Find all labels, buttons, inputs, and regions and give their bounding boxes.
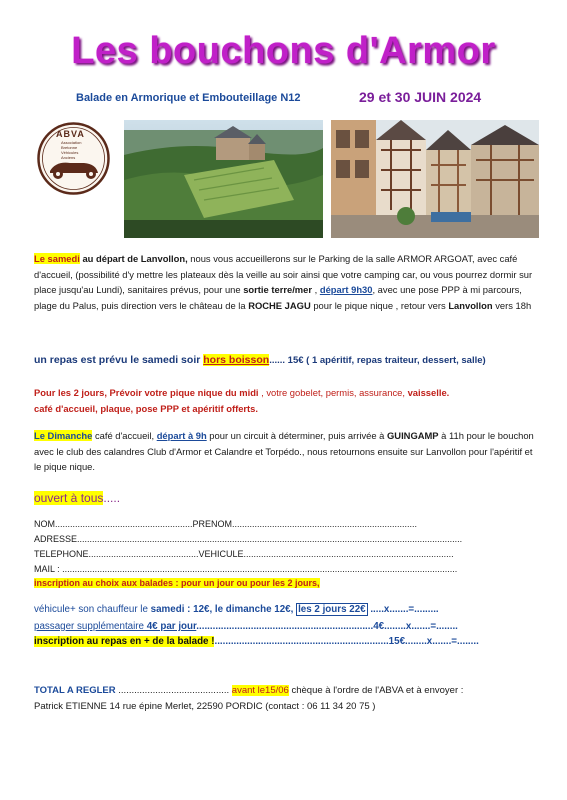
paragraph-text: pour un circuit à déterminer, puis arrivée à bbox=[206, 430, 387, 441]
abva-logo bbox=[36, 121, 111, 196]
offerts-text: café d'accueil, plaque, pose PPP et apéritif offerts. bbox=[34, 402, 259, 414]
repas-inscription-highlight: inscription au repas en + de la balade ! bbox=[34, 636, 215, 647]
depart-9h: départ à 9h bbox=[156, 430, 207, 441]
le-samedi-highlight: Le samedi bbox=[34, 253, 80, 264]
nom-prenom-field[interactable]: NOM.......................................................PRENOM.......................................................................... bbox=[34, 519, 418, 529]
repas-line bbox=[34, 354, 486, 366]
deux-jours-box: les 2 jours 22€ bbox=[298, 604, 366, 615]
vehicule-calc[interactable]: .....x.......=......... bbox=[367, 604, 439, 615]
pique-nique-text: Pour les 2 jours, Prévoir votre pique nique du midi bbox=[34, 387, 259, 398]
paragraph-text: , avec une pose PPP à mi parcours, plage du Palus, puis direction vers le château de la bbox=[34, 284, 522, 311]
roche-jagu: ROCHE JAGU bbox=[248, 299, 311, 311]
total-dots[interactable]: .......................................... bbox=[115, 685, 232, 696]
inscription-highlight: inscription au choix aux balades : pour un jour ou pour les 2 jours, bbox=[34, 578, 320, 588]
vehicule-prices: samedi : 12€, le dimanche 12€, bbox=[150, 604, 297, 615]
logo-line: Véhicules bbox=[61, 150, 79, 155]
prevoir-text: , votre gobelet, permis, assurance, bbox=[258, 387, 408, 398]
contact-line: Patrick ETIENNE 14 rue épine Merlet, 22590 PORDIC (contact : 06 11 34 20 75 ) bbox=[34, 701, 376, 712]
tarif-passager bbox=[34, 621, 458, 632]
total-label: TOTAL A REGLER bbox=[34, 685, 116, 696]
logo-name: ABVA bbox=[56, 129, 85, 139]
vehicule-text: le bbox=[137, 604, 151, 615]
ouvert-a-tous bbox=[34, 491, 120, 505]
hors-boisson-highlight: hors boisson bbox=[203, 354, 270, 366]
paragraph-text: vers 18h bbox=[492, 299, 532, 311]
cheque-text: chèque à l'ordre de l'ABVA et à envoyer : bbox=[288, 685, 464, 696]
ouvert-dots: ..... bbox=[103, 491, 121, 505]
paragraph-text: pour le pique nique , retour vers bbox=[310, 299, 449, 311]
page-title: Les bouchons d'Armor bbox=[71, 30, 496, 72]
paragraph-text: . bbox=[446, 387, 450, 398]
vehicule-label: véhicule+ son chauffeur bbox=[34, 604, 138, 615]
avant-date-highlight: avant le15/06 bbox=[231, 685, 289, 696]
adresse-field[interactable]: ADRESSE.......................................................................................................................................................... bbox=[34, 534, 463, 544]
event-date: 29 et 30 JUIN 2024 bbox=[359, 89, 482, 105]
passager-calc[interactable]: .................................................................4€........x.......=........ bbox=[196, 621, 458, 632]
town-photo bbox=[331, 120, 539, 238]
logo-line: Association bbox=[61, 140, 82, 145]
total-line bbox=[34, 685, 463, 696]
mail-field[interactable]: MAIL : .............................................................................................................................................................. bbox=[34, 564, 458, 574]
vaisselle-text: vaisselle bbox=[407, 387, 447, 398]
logo-line: Anciens bbox=[61, 155, 76, 160]
passager-label: passager supplémentaire bbox=[34, 621, 145, 632]
inscription-choice bbox=[34, 578, 320, 588]
tarif-repas bbox=[34, 636, 479, 647]
repas-details: ...... 15€ ( 1 apéritif, repas traiteur, dessert, salle) bbox=[269, 355, 486, 366]
paragraph-2-jours bbox=[34, 385, 534, 416]
repas-calc[interactable]: ................................................................15€........x.......=........ bbox=[214, 636, 479, 647]
paragraph-text: à 11h pour le bouchon avec le club des calandres Club d'Armor et Calandre et Torpédo., nous retournons ensuite sur Lanvollon pour l'apéritif et le pique nique. bbox=[34, 430, 534, 472]
le-dimanche-highlight: Le Dimanche bbox=[34, 430, 93, 441]
depart-lanvollon: au départ de Lanvollon, bbox=[79, 253, 188, 264]
paragraph-text: , bbox=[312, 284, 320, 295]
ouvert-highlight: ouvert à tous bbox=[34, 491, 104, 505]
depart-9h30: départ 9h30 bbox=[319, 284, 373, 295]
paragraph-samedi bbox=[34, 251, 534, 313]
tarif-vehicule bbox=[34, 604, 439, 615]
lanvollon: Lanvollon bbox=[448, 299, 493, 311]
event-subtitle: Balade en Armorique et Embouteillage N12 bbox=[76, 92, 301, 104]
paragraph-dimanche bbox=[34, 428, 536, 475]
paragraph-text: nous vous accueillerons sur le Parking de la salle ARMOR ARGOAT, avec café d'accueil, (possibilité d'y mettre les plateaux dès la veille au soir ainsi que votre camping car, ou vous pourrez dormir sur place jusqu'au Lundi), sanitaires prévus, pour une bbox=[34, 253, 533, 295]
logo-line: Bretonne bbox=[61, 145, 78, 150]
telephone-vehicule-field[interactable]: TELEPHONE............................................VEHICULE.................................................................................... bbox=[34, 549, 454, 559]
passager-price: 4€ par jour bbox=[144, 621, 197, 632]
repas-text: un repas est prévu le samedi soir bbox=[34, 354, 204, 366]
paragraph-text: café d'accueil, bbox=[92, 430, 157, 441]
sortie-terre-mer: sortie terre/mer bbox=[243, 284, 313, 295]
castle-photo bbox=[124, 120, 323, 238]
guingamp: GUINGAMP bbox=[387, 430, 439, 441]
